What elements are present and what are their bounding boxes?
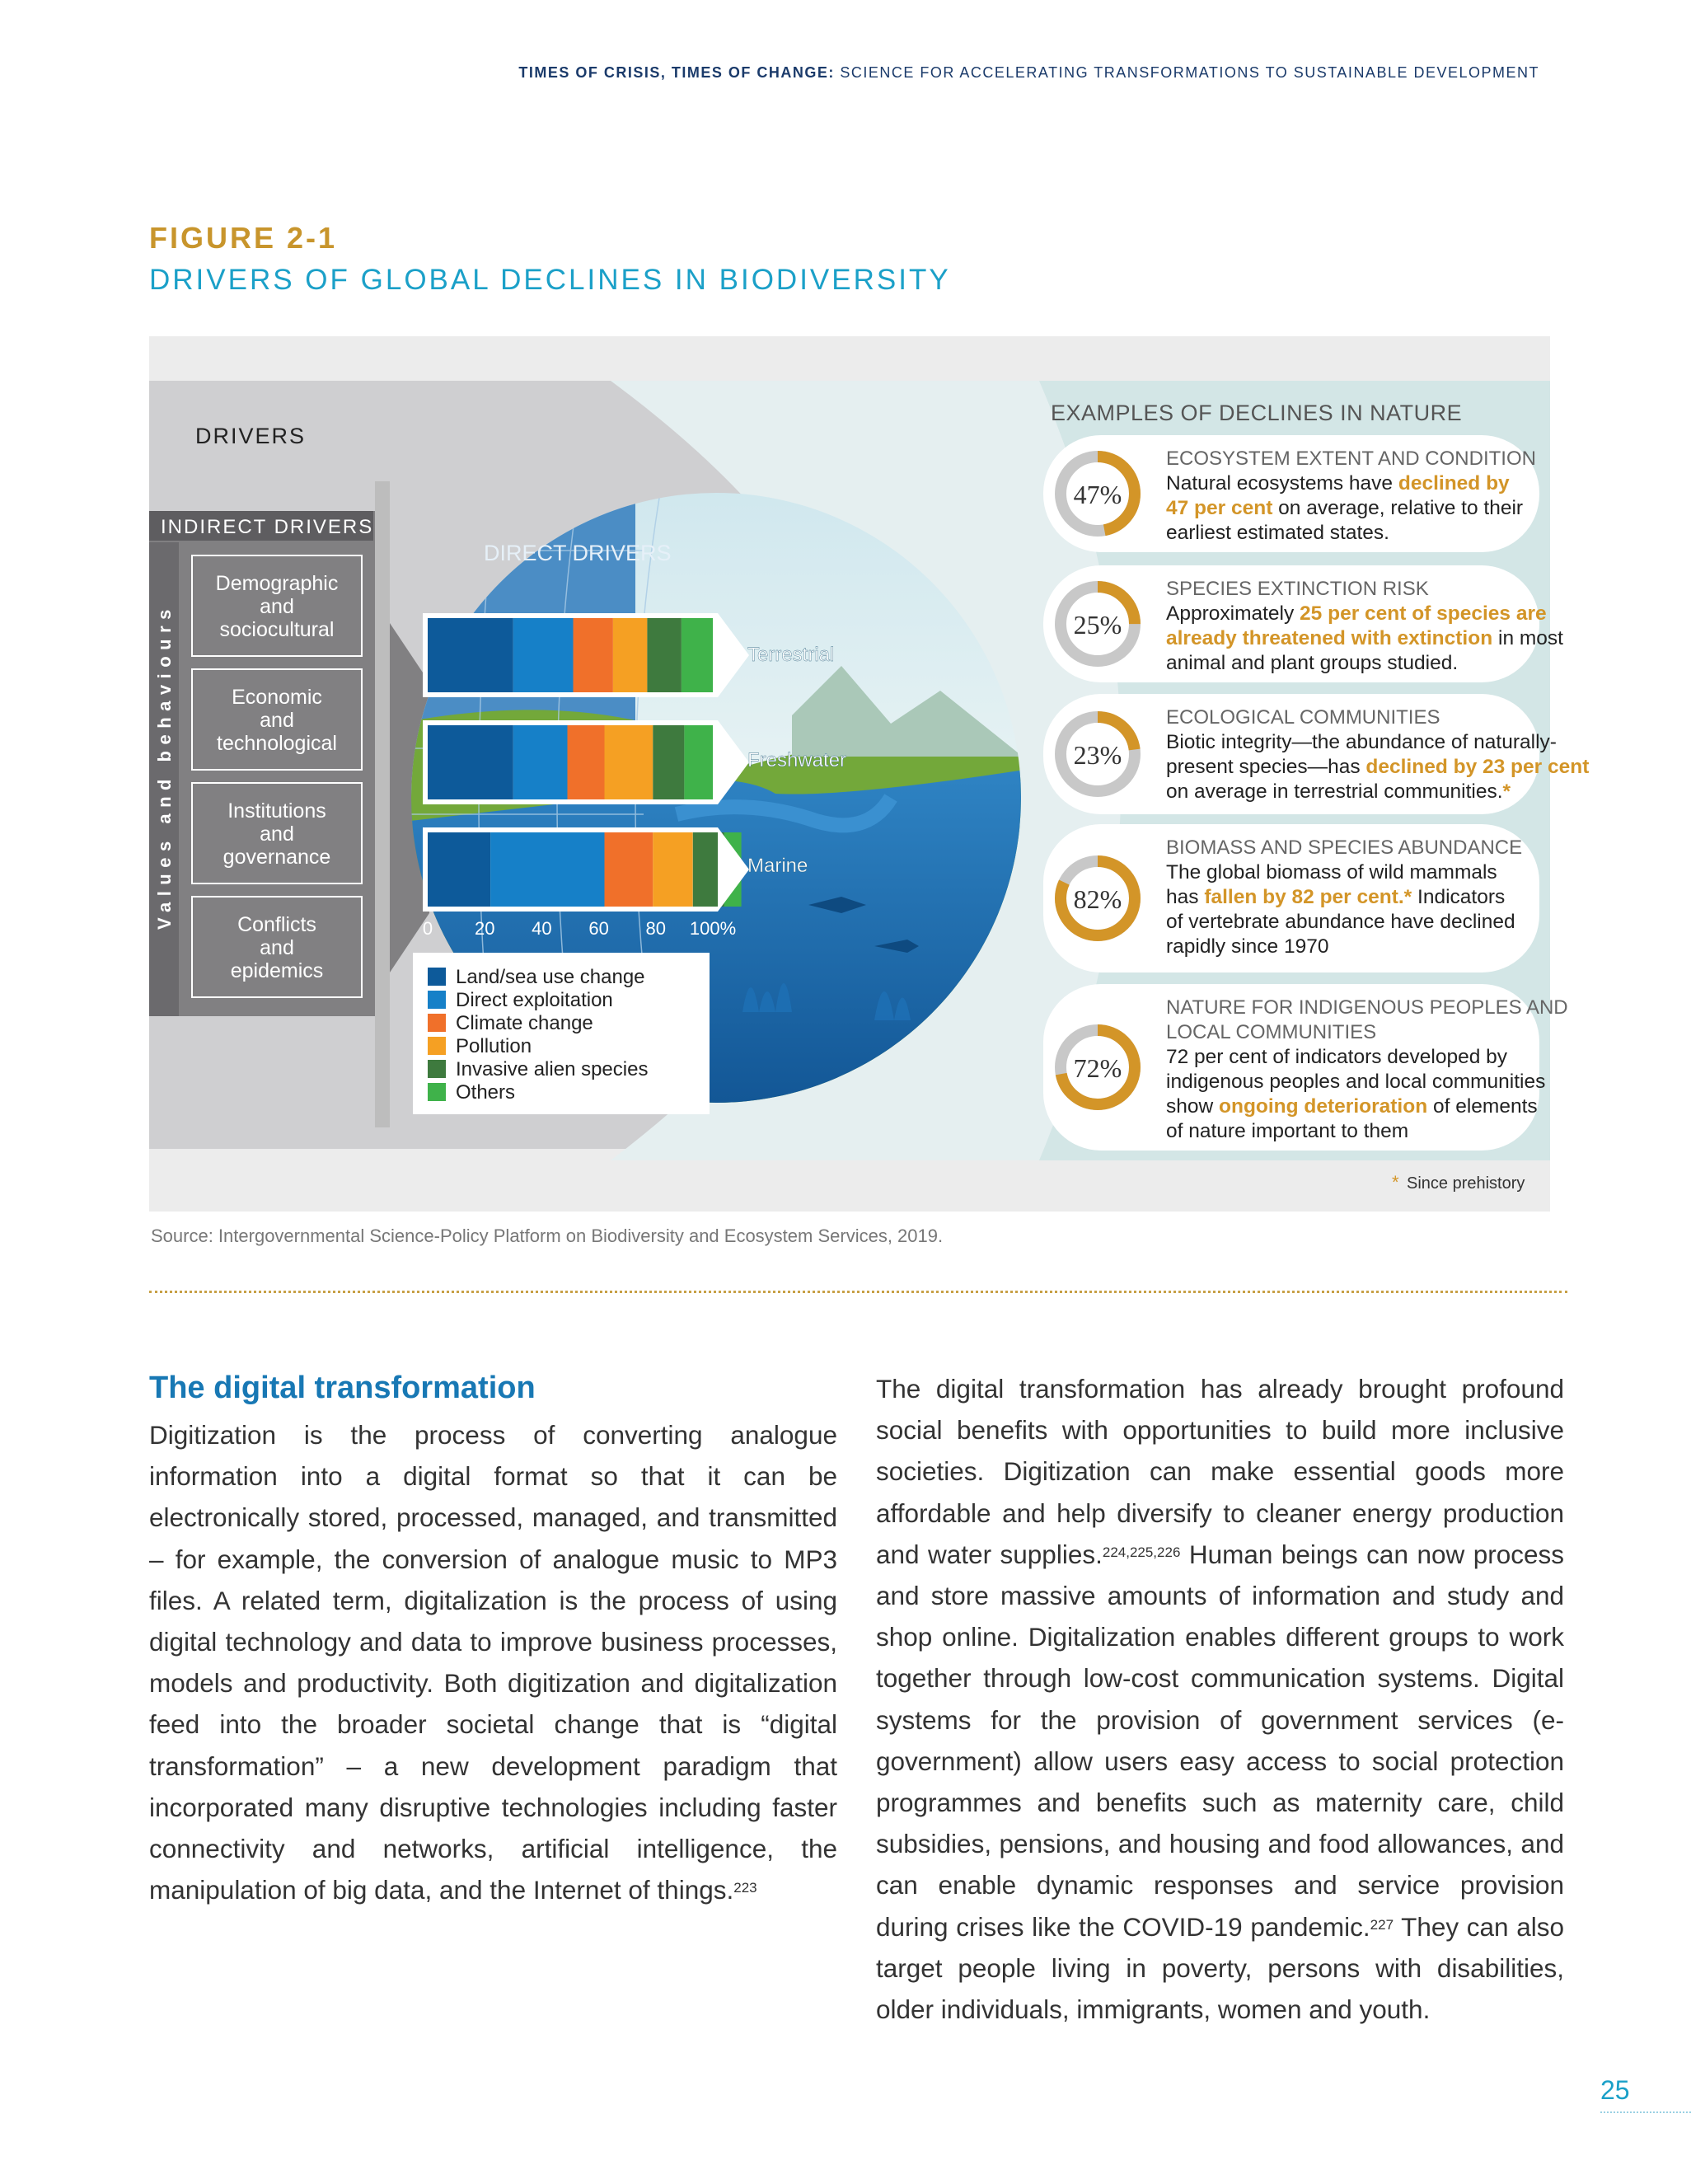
bar-segment [653, 725, 684, 799]
bar-segment [568, 725, 605, 799]
axis-tick-label: 0 [422, 918, 433, 939]
left-paragraph-text: Digitization is the process of converting analogue information into a digital format so that it can be electronically stored, processed, managed, and transmitted – for example, the conversion of analogue music to MP3 files. A related term, digitalization is the process of using digital technology and data to improve business processes, models and productivity. Both digitization and digitalization feed into the broader societal change that is “digital transformation” – a new development paradigm that incorporated many disruptive technologies including faster connectivity and networks, artificial intelligence, the manipulation of big data, and the Internet of things. [149, 1420, 837, 1905]
decline-text-line [1166, 756, 1589, 778]
legend-label: Others [456, 1081, 516, 1104]
decline-text-line [1166, 780, 1511, 803]
indirect-driver-label: Institutions [227, 799, 326, 823]
realm-label: Freshwater [747, 749, 847, 771]
bar-segment [605, 725, 653, 799]
decline-text: rapidly since 1970 [1166, 935, 1329, 958]
bar-segment [647, 618, 682, 692]
indirect-driver-label: and [260, 595, 294, 618]
decline-highlight: 47 per cent [1166, 497, 1273, 519]
legend-label: Pollution [456, 1035, 532, 1057]
indirect-driver-label: epidemics [230, 959, 324, 982]
article-right-column [876, 1368, 1564, 2030]
bar-segment [684, 725, 713, 799]
indirect-driver-label: Economic [232, 686, 322, 709]
decline-text-line [1166, 861, 1497, 883]
decline-title: ECOSYSTEM EXTENT AND CONDITION [1166, 448, 1536, 470]
article-paragraph-left [149, 1414, 837, 1910]
decline-text: earliest estimated states. [1166, 522, 1389, 544]
decline-text-line [1166, 652, 1458, 674]
footnote-text: Since prehistory [1407, 1174, 1525, 1193]
decline-percent: 47% [1073, 480, 1122, 509]
decline-text: Natural ecosystems have [1166, 472, 1398, 494]
legend-label: Land/sea use change [456, 966, 645, 988]
section-divider [149, 1291, 1567, 1293]
decline-text: on average, relative to their [1272, 497, 1524, 519]
decline-percent: 82% [1073, 884, 1122, 914]
decline-highlight: ongoing deterioration [1219, 1095, 1428, 1118]
direct-drivers-bars [423, 613, 749, 912]
legend-swatch [428, 968, 446, 986]
decline-text-line [1166, 731, 1557, 753]
decline-text: has [1166, 886, 1205, 908]
article-paragraph-right [876, 1368, 1564, 2030]
legend-swatch [428, 1014, 446, 1032]
decline-percent: 23% [1073, 740, 1122, 770]
axis-tick-label: 100% [689, 918, 737, 939]
values-behaviours-label: Values and behaviours [154, 603, 175, 930]
decline-text: of vertebrate abundance have declined [1166, 911, 1515, 933]
running-header-rest: SCIENCE FOR ACCELERATING TRANSFORMATIONS TO SUSTAINABLE DEVELOPMENT [834, 64, 1539, 81]
indirect-driver-label: governance [222, 846, 331, 869]
direct-drivers-heading: DIRECT DRIVERS [484, 541, 672, 565]
bar-segment [682, 618, 713, 692]
article-heading: The digital transformation [149, 1371, 536, 1405]
right-paragraph-part1: The digital transformation has already brought profound social benefits with opportunities to build more inclusive societies. Digitization can make essential goods more affordable and help diversify to cleaner energy production and water supplies. [876, 1374, 1564, 1569]
bar-segment [428, 725, 513, 799]
bar-segment [613, 618, 648, 692]
figure-title: DRIVERS OF GLOBAL DECLINES IN BIODIVERSITY [149, 264, 951, 296]
direct-drivers-rail [375, 481, 390, 1127]
legend-label: Invasive alien species [456, 1058, 649, 1080]
legend-label: Climate change [456, 1012, 593, 1034]
decline-text-line [1166, 935, 1328, 958]
decline-text: Approximately [1166, 602, 1300, 625]
decline-highlight: * [1502, 780, 1511, 803]
realm-label: Terrestrial [747, 644, 835, 666]
decline-text: in most [1492, 627, 1563, 649]
bar-segment [428, 618, 513, 692]
axis-tick-label: 80 [645, 918, 667, 939]
footnote-ref-223: 223 [733, 1880, 757, 1896]
legend-label: Direct exploitation [456, 989, 613, 1011]
footnote-ref-224: 224,225,226 [1102, 1544, 1181, 1560]
declines-heading: EXAMPLES OF DECLINES IN NATURE [1051, 401, 1463, 425]
right-paragraph-part3: They can also target people living in poverty, persons with disabilities, older individuals, immigrants, women and youth. [876, 1911, 1564, 2025]
decline-text: of nature important to them [1166, 1120, 1409, 1142]
decline-text-line [1166, 1095, 1538, 1118]
bar-segment [574, 618, 613, 692]
indirect-driver-label: Conflicts [237, 913, 316, 936]
decline-text: indigenous peoples and local communities [1166, 1071, 1546, 1093]
decline-text: animal and plant groups studied. [1166, 652, 1459, 674]
figure-label: FIGURE 2-1 [149, 221, 338, 255]
decline-title: LOCAL COMMUNITIES [1166, 1021, 1377, 1043]
decline-text: The global biomass of wild mammals [1166, 861, 1497, 883]
decline-text-line [1166, 497, 1523, 519]
decline-text: Indicators [1412, 886, 1506, 908]
decline-text: show [1166, 1095, 1220, 1118]
indirect-drivers-heading: INDIRECT DRIVERS [161, 516, 374, 538]
decline-text: present species—has [1166, 756, 1366, 778]
bar-segment [428, 832, 490, 907]
axis-tick-label: 40 [532, 918, 552, 939]
decline-title: SPECIES EXTINCTION RISK [1166, 578, 1429, 600]
legend-swatch [428, 1060, 446, 1078]
decline-percent: 25% [1073, 610, 1122, 640]
bar-segment [513, 725, 568, 799]
footnote-ref-227: 227 [1370, 1916, 1394, 1933]
decline-title: NATURE FOR INDIGENOUS PEOPLES AND [1166, 996, 1568, 1019]
axis-tick-label: 20 [474, 918, 495, 939]
decline-text: of elements [1427, 1095, 1538, 1118]
decline-text: on average in terrestrial communities. [1166, 780, 1503, 803]
running-header-bold: TIMES OF CRISIS, TIMES OF CHANGE: [518, 64, 835, 81]
indirect-driver-label: sociocultural [219, 618, 335, 641]
decline-text-line [1166, 602, 1547, 625]
drivers-heading: DRIVERS [195, 424, 307, 448]
indirect-driver-label: and [260, 823, 294, 846]
decline-highlight: 25 per cent of species are [1300, 602, 1547, 625]
indirect-driver-label: Demographic [215, 572, 339, 595]
decline-text: 72 per cent of indicators developed by [1166, 1046, 1508, 1068]
decline-percent: 72% [1073, 1053, 1122, 1083]
bar-segment [490, 832, 604, 907]
decline-title: ECOLOGICAL COMMUNITIES [1166, 706, 1440, 729]
realm-label: Marine [747, 855, 808, 877]
right-paragraph-part2: Human beings can now process and store massive amounts of information and study and shop online. Digitalization enables different groups to work together through low-cost communication systems. Digital systems for the provision of government services (e-government) allow users easy access to social protection programmes and benefits such as maternity care, child subsidies, pensions, and housing and food allowances, and can enable dynamic responses and service provision during crises like the COVID-19 pandemic. [876, 1539, 1564, 1942]
decline-text-line [1166, 522, 1389, 544]
legend-swatch [428, 1083, 446, 1101]
decline-highlight: fallen by 82 per cent.* [1204, 886, 1412, 908]
article-left-column [149, 1368, 837, 1910]
legend-swatch [428, 1037, 446, 1055]
bar-segment [605, 832, 653, 907]
figure-graphic [149, 336, 1590, 1212]
footnote-star: * [1392, 1172, 1399, 1193]
decline-text-line [1166, 472, 1510, 494]
page-number: 25 [1600, 2075, 1630, 2105]
page-number-rule [1600, 2111, 1691, 2113]
decline-title: BIOMASS AND SPECIES ABUNDANCE [1166, 837, 1523, 859]
decline-text-line [1166, 1046, 1508, 1068]
decline-text-line [1166, 1071, 1545, 1093]
indirect-driver-label: and [260, 936, 294, 959]
bar-segment [653, 832, 692, 907]
axis-tick-label: 60 [588, 918, 609, 939]
indirect-driver-label: technological [217, 732, 337, 755]
declines-examples [1043, 435, 1589, 1151]
decline-text-line [1166, 627, 1563, 649]
running-header [0, 64, 1539, 82]
decline-text: Biotic integrity—the abundance of naturally- [1166, 731, 1557, 753]
decline-highlight: declined by 23 per cent [1365, 756, 1590, 778]
decline-highlight: declined by [1398, 472, 1510, 494]
legend-swatch [428, 991, 446, 1009]
decline-highlight: already threatened with extinction [1166, 627, 1493, 649]
indirect-driver-label: and [260, 709, 294, 732]
bar-segment [513, 618, 574, 692]
decline-text-line [1166, 1120, 1408, 1142]
decline-text-line [1166, 911, 1515, 933]
decline-text-line [1166, 886, 1505, 908]
figure-source: Source: Intergovernmental Science-Policy Platform on Biodiversity and Ecosystem Services, 2019. [151, 1226, 944, 1246]
